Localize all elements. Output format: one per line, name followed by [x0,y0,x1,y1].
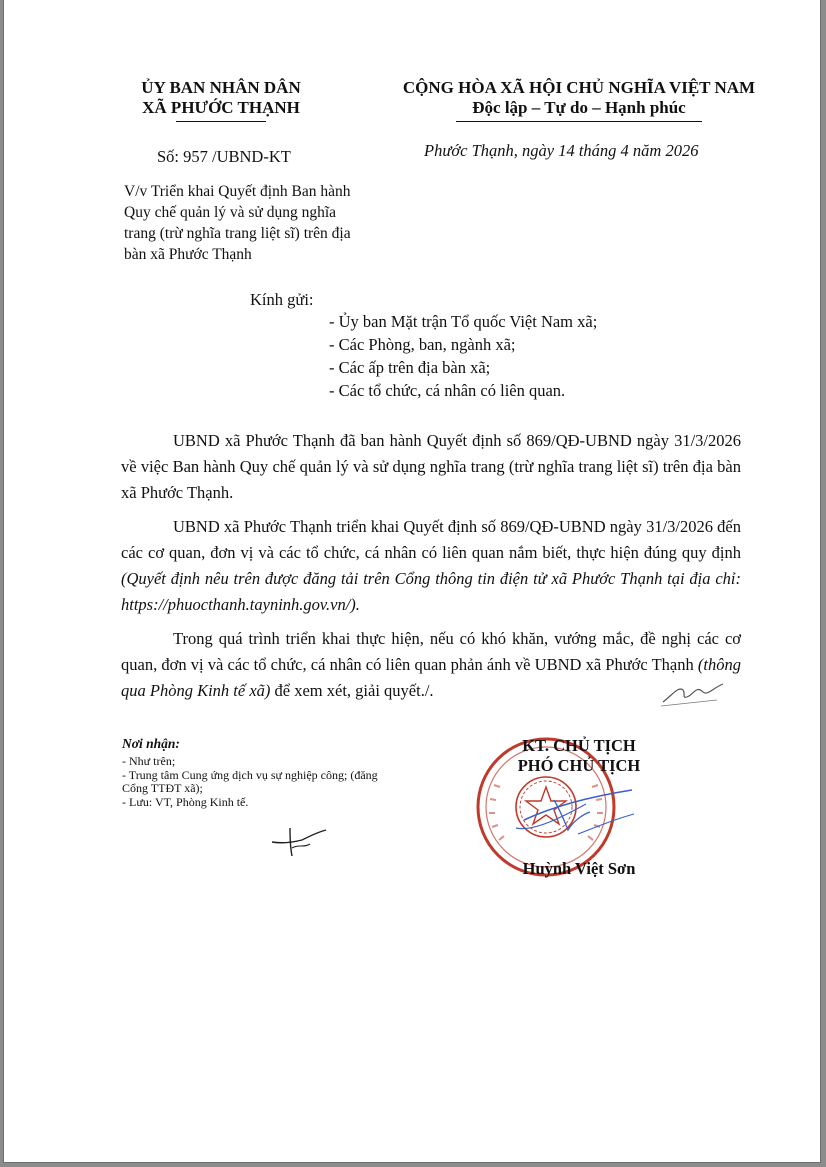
noi-nhan-item: - Như trên; [122,754,176,768]
recipient-item: - Các Phòng, ban, ngành xã; [329,335,516,354]
subject-line: bàn xã Phước Thạnh [124,246,252,263]
checker-signature [266,822,336,860]
place-date: Phước Thạnh, ngày 14 tháng 4 năm 2026 [424,141,699,160]
commune-name: XÃ PHƯỚC THẠNH [142,98,300,117]
subject-block [124,181,404,265]
nation-title: CỘNG HÒA XÃ HỘI CHỦ NGHĨA VIỆT NAM [402,78,756,97]
subject-line: Quy chế quản lý và sử dụng nghĩa [124,204,337,221]
national-motto: Độc lập – Tự do – Hạnh phúc [472,98,686,117]
p3-end: để xem xét, giải quyết./. [270,681,434,700]
document-number [157,147,291,167]
noi-nhan-title: Nơi nhận: [122,736,180,751]
p3-italic-note: (thông qua Phòng Kinh tế xã) [121,655,741,700]
subject-line: trang (trừ nghĩa trang liệt sĩ) trên địa [124,225,351,242]
doc-no-prefix: Số: [157,147,180,166]
handwritten-signature [494,770,644,850]
body-paragraph-3 [121,626,741,704]
doc-no-suffix: /UBND-KT [212,147,291,166]
doc-no-value: 957 [183,147,208,166]
signer-title-1: KT. CHỦ TỊCH [522,736,636,755]
agency-name: ỦY BAN NHÂN DÂN [141,78,301,97]
left-header-underline [176,121,266,122]
document-page [3,0,821,1163]
recipient-list [329,310,597,402]
noi-nhan-item: - Lưu: VT, Phòng Kinh tế. [122,794,249,809]
initials-scribble [659,676,729,710]
p2-text: UBND xã Phước Thạnh triển khai Quyết định số 869/QĐ-UBND ngày 31/3/2026 đến các cơ quan, đơn vị và các tổ chức, cá nhân có liên quan nắm biết, thực hiện đúng quy định [121,517,741,562]
right-header-underline [456,121,702,122]
body-paragraph-2 [121,514,741,618]
noi-nhan-item: - Trung tâm Cung ứng dịch vụ sự nghiệp công; (đăng Cổng TTĐT xã); [122,767,378,795]
subject-line: V/v Triển khai Quyết định Ban hành [124,183,351,200]
p2-italic-note: (Quyết định nêu trên được đăng tải trên Cổng thông tin điện tử xã Phước Thạnh tại địa chỉ: https://phuocthanh.tayninh.gov.vn/). [121,569,741,614]
body-paragraph-1: UBND xã Phước Thạnh đã ban hành Quyết định số 869/QĐ-UBND ngày 31/3/2026 về việc Ban hành Quy chế quản lý và sử dụng nghĩa trang (trừ nghĩa trang liệt sĩ) trên địa bàn xã Phước Thạnh. [121,431,741,502]
recipient-item: - Các ấp trên địa bàn xã; [329,358,491,377]
noi-nhan-list [122,755,402,809]
greeting: Kính gửi: [250,290,314,309]
recipient-item: - Các tổ chức, cá nhân có liên quan. [329,381,566,400]
signer-title-2: PHÓ CHỦ TỊCH [517,756,641,775]
signer-name: Huỳnh Việt Sơn [522,859,636,878]
recipient-item: - Ủy ban Mặt trận Tổ quốc Việt Nam xã; [329,312,598,331]
p3-text: Trong quá trình triển khai thực hiện, nếu có khó khăn, vướng mắc, đề nghị các cơ quan, đơn vị và các tổ chức, cá nhân có liên quan phản ánh về UBND xã Phước Thạnh [121,629,741,674]
